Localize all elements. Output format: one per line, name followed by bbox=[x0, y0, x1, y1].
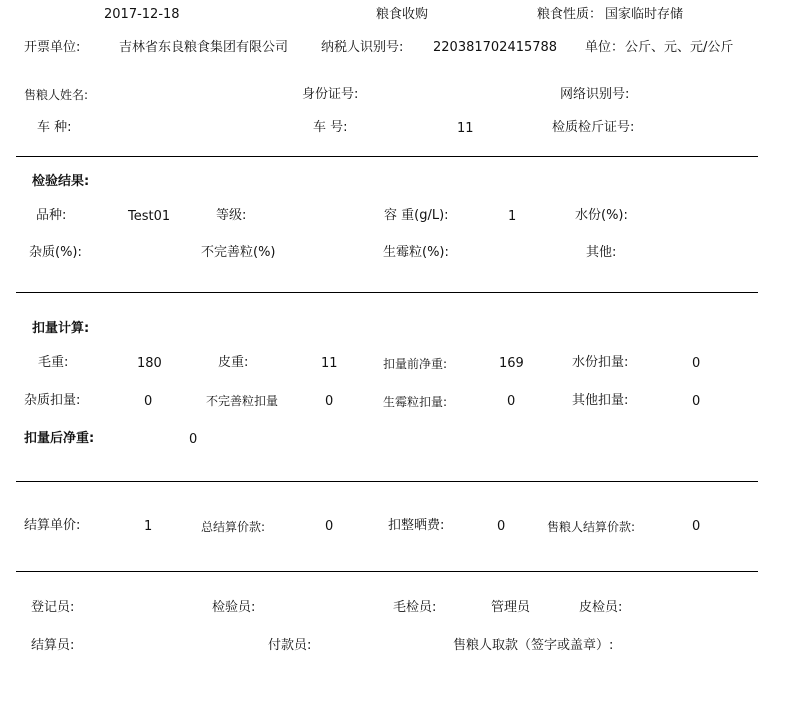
inspection-section-title: 检验结果: bbox=[32, 174, 90, 189]
deduction-section-title: 扣量计算: bbox=[32, 321, 90, 336]
divider bbox=[16, 571, 758, 572]
taxpayer-id-label: 纳税人识别号: bbox=[321, 40, 404, 55]
drying-fee-value: 0 bbox=[497, 519, 506, 534]
taxpayer-id-value: 220381702415788 bbox=[433, 40, 558, 55]
other-label: 其他: bbox=[586, 245, 617, 260]
moisture-deduction-value: 0 bbox=[692, 356, 701, 371]
pre-deduction-net-value: 169 bbox=[499, 356, 524, 371]
mold-deduction-label: 生霉粒扣量: bbox=[383, 395, 448, 409]
mold-grain-label: 生霉粒(%): bbox=[383, 245, 449, 260]
imperfect-deduction-label: 不完善粒扣量 bbox=[206, 394, 279, 408]
manager-label: 管理员 bbox=[491, 600, 531, 615]
tare-checker-label: 皮检员: bbox=[579, 600, 623, 615]
net-after-deduction-value: 0 bbox=[189, 432, 198, 447]
unit-value: 公斤、元、元/公斤 bbox=[625, 40, 734, 55]
id-card-label: 身份证号: bbox=[302, 87, 359, 102]
grain-nature-label: 粮食性质： bbox=[537, 7, 603, 22]
seller-receipt-label: 售粮人取款（签字或盖章）: bbox=[453, 638, 614, 653]
total-settlement-value: 0 bbox=[325, 519, 334, 534]
net-after-deduction-label: 扣量后净重: bbox=[24, 431, 95, 446]
gross-checker-label: 毛检员: bbox=[393, 600, 437, 615]
impurity-deduction-value: 0 bbox=[144, 394, 153, 409]
network-id-label: 网络识别号: bbox=[560, 87, 630, 102]
document-type: 粮食收购 bbox=[376, 7, 429, 22]
moisture-deduction-label: 水份扣量: bbox=[572, 355, 629, 370]
moisture-label: 水份(%): bbox=[575, 208, 628, 223]
tare-weight-value: 11 bbox=[321, 356, 338, 371]
mold-deduction-value: 0 bbox=[507, 394, 516, 409]
unit-label: 单位： bbox=[585, 40, 625, 55]
unit-price-value: 1 bbox=[144, 519, 153, 534]
seller-payment-label: 售粮人结算价款: bbox=[547, 520, 636, 534]
unit-price-label: 结算单价: bbox=[24, 518, 81, 533]
payer-label: 付款员: bbox=[268, 638, 312, 653]
other-deduction-label: 其他扣量: bbox=[572, 393, 629, 408]
total-settlement-label: 总结算价款: bbox=[201, 520, 266, 534]
impurity-label: 杂质(%): bbox=[29, 245, 82, 260]
grain-nature-value: 国家临时存储 bbox=[605, 7, 684, 22]
gross-weight-label: 毛重: bbox=[38, 355, 69, 370]
variety-label: 品种: bbox=[36, 208, 67, 223]
vehicle-no-label: 车 号: bbox=[313, 120, 348, 135]
grade-label: 等级: bbox=[216, 208, 247, 223]
other-deduction-value: 0 bbox=[692, 394, 701, 409]
vehicle-no-value: 11 bbox=[457, 121, 474, 136]
inspection-cert-label: 检质检斤证号: bbox=[552, 120, 635, 135]
drying-fee-label: 扣整晒费: bbox=[388, 518, 445, 533]
seller-payment-value: 0 bbox=[692, 519, 701, 534]
tare-weight-label: 皮重: bbox=[218, 355, 249, 370]
issuer-label: 开票单位: bbox=[24, 40, 81, 55]
registrar-label: 登记员: bbox=[31, 600, 75, 615]
imperfect-deduction-value: 0 bbox=[325, 394, 334, 409]
gross-weight-value: 180 bbox=[137, 356, 162, 371]
imperfect-grain-label: 不完善粒(%) bbox=[201, 245, 276, 260]
document-date: 2017-12-18 bbox=[104, 7, 180, 22]
impurity-deduction-label: 杂质扣量: bbox=[24, 393, 81, 408]
inspector-label: 检验员: bbox=[212, 600, 256, 615]
seller-name-label: 售粮人姓名: bbox=[24, 88, 89, 102]
divider bbox=[16, 292, 758, 293]
density-value: 1 bbox=[508, 209, 517, 224]
divider bbox=[16, 481, 758, 482]
density-label: 容 重(g/L): bbox=[384, 208, 449, 223]
settler-label: 结算员: bbox=[31, 638, 75, 653]
variety-value: Test01 bbox=[128, 209, 171, 224]
vehicle-type-label: 车 种: bbox=[37, 120, 72, 135]
issuer-value: 吉林省东良粮食集团有限公司 bbox=[119, 40, 289, 55]
pre-deduction-net-label: 扣量前净重: bbox=[383, 357, 448, 371]
divider bbox=[16, 156, 758, 157]
